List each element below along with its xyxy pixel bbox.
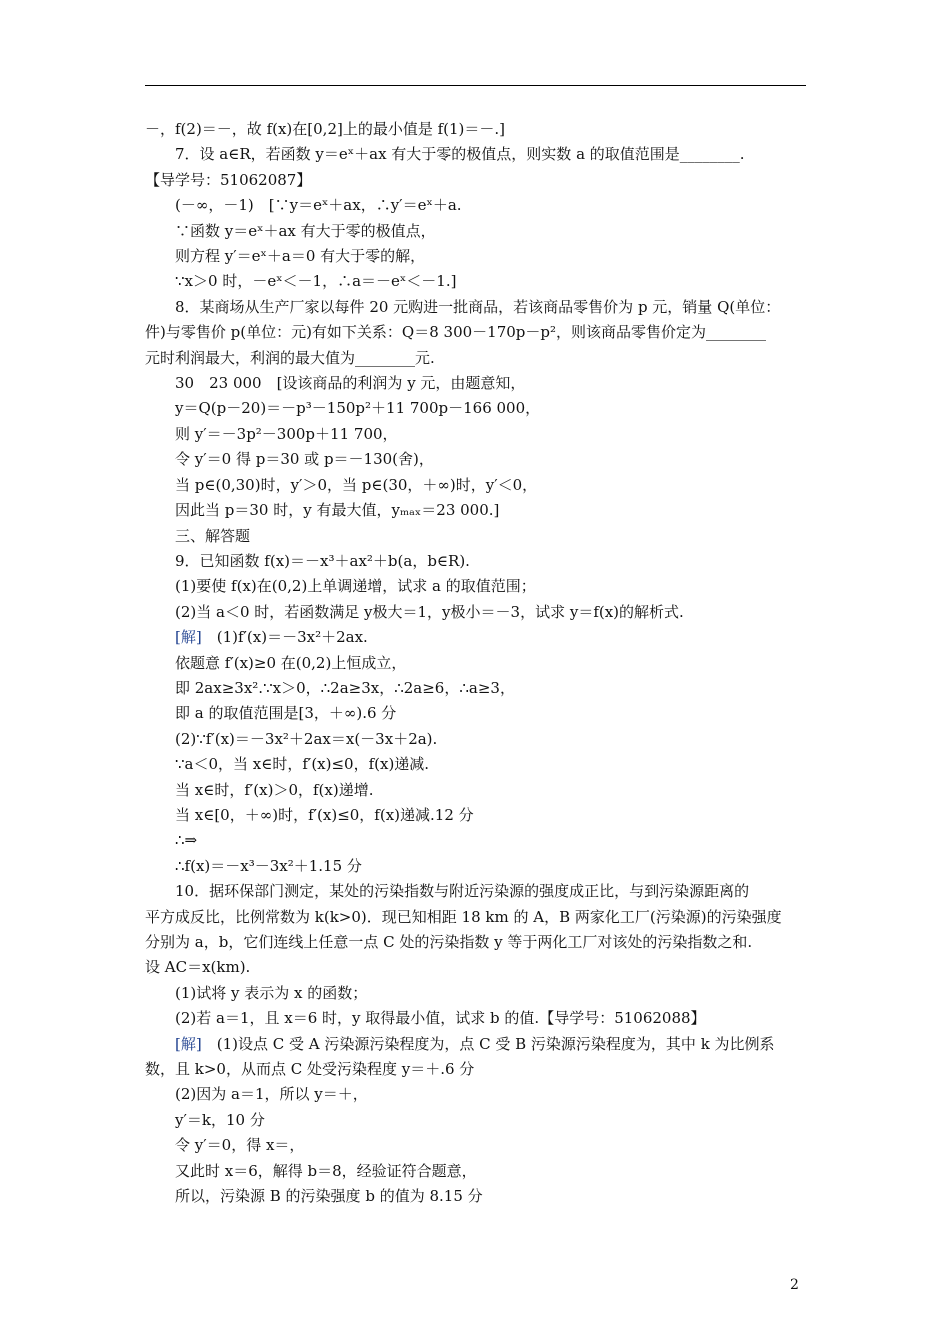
text-line: (2)若 a＝1，且 x＝6 时，y 取得最小值，试求 b 的值.【导学号：51062088】 — [175, 1009, 706, 1028]
text-line: 令 y′＝0，得 x＝， — [175, 1136, 305, 1155]
text-line: [解] (1)f′(x)＝－3x²＋2ax. — [175, 628, 368, 647]
text-line: 件)与零售价 p(单位：元)有如下关系：Q＝8 300－170p－p²，则该商品零售价定为________ — [145, 323, 767, 342]
text-line: 则方程 y′＝eˣ＋a＝0 有大于零的解， — [175, 247, 426, 266]
text-line: (－∞，－1) [∵y＝eˣ＋ax，∴y′＝eˣ＋a. — [175, 196, 462, 215]
text-line: y′＝k，10 分 — [175, 1110, 265, 1129]
text-line: (2)当 a＜0 时，若函数满足 y极大＝1，y极小＝－3，试求 y＝f(x)的解析式. — [175, 602, 684, 621]
text-line: y＝Q(p－20)＝－p³－150p²＋11 700p－166 000， — [175, 399, 541, 418]
text-line: －，f(2)＝－，故 f(x)在[0,2]上的最小值是 f(1)＝－.] — [145, 120, 506, 138]
text-line: 数，且 k>0，从而点 C 处受污染程度 y＝＋.6 分 — [145, 1060, 475, 1079]
text-line: 设 AC＝x(km). — [145, 958, 251, 977]
text-line: ∵函数 y＝eˣ＋ax 有大于零的极值点， — [175, 221, 436, 240]
text-line: 则 y′＝－3p²－300p＋11 700， — [175, 424, 398, 443]
text-line: ∴⇒ — [175, 831, 198, 850]
text-line: 即 2ax≥3x².∵x＞0，∴2a≥3x，∴2a≥6，∴a≥3， — [175, 678, 515, 697]
text-line: [解] (1)设点 C 受 A 污染源污染程度为，点 C 受 B 污染源污染程度为，其中 k 为比例系 — [175, 1034, 775, 1053]
text-line: (1)要使 f(x)在(0,2)上单调递增，试求 a 的取值范围； — [175, 577, 536, 596]
text-line: ∵a＜0，当 x∈时，f′(x)≤0，f(x)递减. — [175, 755, 430, 774]
solution-marker: [解] — [175, 628, 202, 647]
text-line: 依题意 f′(x)≥0 在(0,2)上恒成立， — [175, 653, 407, 672]
solution-marker: [解] — [175, 1034, 202, 1053]
text-line: 8．某商场从生产厂家以每件 20 元购进一批商品，若该商品零售价为 p 元，销量 Q(单位： — [175, 297, 781, 316]
text-line: 【导学号：51062087】 — [145, 170, 312, 189]
text-line: ∴f(x)＝－x³－3x²＋1.15 分 — [175, 856, 362, 875]
text-line: 又此时 x＝6，解得 b＝8，经验证符合题意， — [175, 1161, 477, 1180]
text-line: 所以，污染源 B 的污染强度 b 的值为 8.15 分 — [175, 1187, 483, 1206]
text-line: 9．已知函数 f(x)＝－x³＋ax²＋b(a，b∈R). — [175, 551, 470, 570]
text-line: 7．设 a∈R，若函数 y＝eˣ＋ax 有大于零的极值点，则实数 a 的取值范围是________. — [175, 145, 745, 164]
text-line: 分别为 a，b，它们连线上任意一点 C 处的污染指数 y 等于两化工厂对该处的污染指数之和. — [145, 933, 753, 951]
text-line: 令 y′＝0 得 p＝30 或 p＝－130(舍)， — [175, 450, 434, 469]
text-line: 当 p∈(0,30)时，y′＞0，当 p∈(30，＋∞)时，y′＜0， — [175, 475, 538, 494]
text-line: 当 x∈[0，＋∞)时，f′(x)≤0，f(x)递减.12 分 — [175, 805, 474, 824]
text-line: (2)因为 a＝1，所以 y＝＋， — [175, 1085, 368, 1104]
text-line: (2)∵f′(x)＝－3x²＋2ax＝x(－3x＋2a). — [175, 729, 438, 748]
text-line: 三、解答题 — [175, 526, 251, 545]
text-line: 平方成反比，比例常数为 k(k>0)．现已知相距 18 km 的 A，B 两家化工厂(污染源)的污染强度 — [145, 907, 782, 926]
text-line: (1)试将 y 表示为 x 的函数； — [175, 983, 368, 1002]
document-body — [145, 117, 806, 1209]
text-line: 元时利润最大，利润的最大值为________元. — [145, 348, 435, 367]
text-line: 10．据环保部门测定，某处的污染指数与附近污染源的强度成正比，与到污染源距离的 — [175, 882, 750, 901]
page-number: 2 — [790, 1277, 799, 1293]
text-line: 当 x∈时，f′(x)＞0，f(x)递增. — [175, 780, 374, 799]
text-line: 即 a 的取值范围是[3，＋∞).6 分 — [175, 704, 397, 723]
header-rule — [145, 85, 806, 86]
text-line: 因此当 p＝30 时，y 有最大值，yₘₐₓ＝23 000.] — [175, 501, 500, 520]
text-line: 30 23 000 [设该商品的利润为 y 元，由题意知， — [175, 374, 526, 393]
text-line: ∵x＞0 时，－eˣ＜－1，∴a＝－eˣ＜－1.] — [175, 272, 457, 291]
